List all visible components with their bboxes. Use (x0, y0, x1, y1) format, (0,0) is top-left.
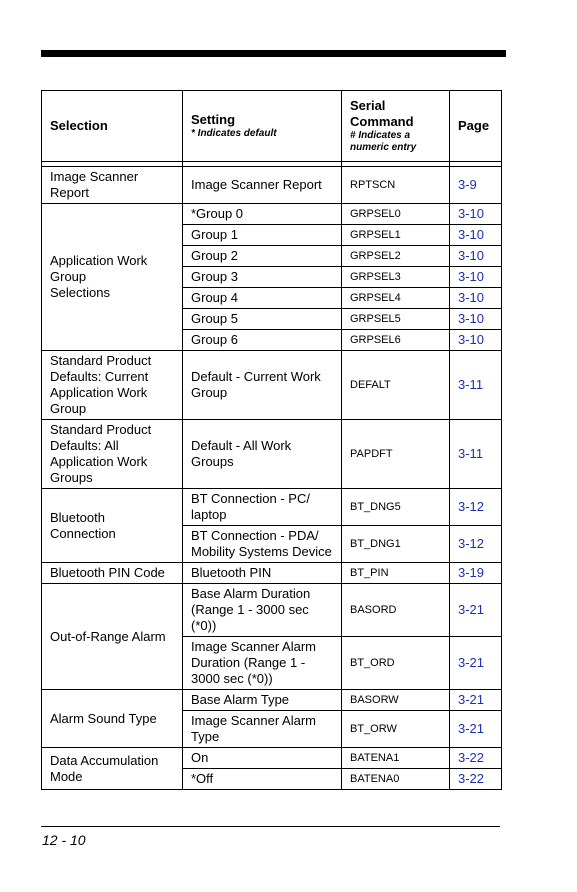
cell-line: Image Scanner Report (191, 177, 322, 192)
setting-cell (183, 690, 342, 711)
page-link[interactable]: 3-9 (450, 167, 502, 204)
cell-line: Mobility Systems Device (191, 544, 332, 559)
page-link[interactable]: 3-10 (450, 246, 502, 267)
table-row (42, 167, 502, 204)
cell-line: Standard Product (50, 422, 152, 437)
cell-line: Out-of-Range Alarm (50, 628, 166, 644)
cell-line: Group (50, 269, 87, 284)
cell-line: Group 2 (191, 248, 238, 263)
cell-line: Image Scanner Alarm (191, 639, 317, 654)
command-cell: BT_DNG5 (342, 489, 450, 526)
cell-line: *Off (191, 771, 214, 786)
cell-line: laptop (191, 507, 227, 522)
command-note-1: # Indicates a (350, 130, 411, 141)
command-cell: GRPSEL3 (342, 267, 450, 288)
cell-line: Type (191, 729, 220, 744)
header-command: Serial Command # Indicates a numeric entry (342, 91, 450, 162)
selection-cell (42, 748, 183, 790)
command-cell: GRPSEL0 (342, 204, 450, 225)
cell-line: Groups (191, 454, 234, 469)
cell-line: Default - Current Work (191, 369, 321, 384)
setting-cell (183, 167, 342, 204)
cell-line: Group 4 (191, 290, 238, 305)
command-table (41, 90, 502, 790)
cell-line: Application Work (50, 385, 148, 400)
cell-line: (Range 1 - 3000 sec (191, 602, 309, 617)
top-rule (41, 50, 506, 57)
cell-line: Defaults: Current (50, 369, 149, 384)
setting-cell (183, 420, 342, 489)
cell-line: Defaults: All (50, 438, 119, 453)
page-link[interactable]: 3-11 (450, 351, 502, 420)
setting-cell (183, 309, 342, 330)
page-link[interactable]: 3-21 (450, 690, 502, 711)
table-body (42, 167, 502, 790)
setting-cell (183, 584, 342, 637)
cell-line: Application Work (50, 253, 148, 268)
page-link[interactable]: 3-11 (450, 420, 502, 489)
command-cell: BASORW (342, 690, 450, 711)
cell-line: Group 3 (191, 269, 238, 284)
cell-line: BT Connection - PC/ (191, 491, 310, 506)
selection-cell (42, 420, 183, 489)
header-page: Page (450, 91, 502, 162)
selection-cell (42, 167, 183, 204)
page-link[interactable]: 3-22 (450, 769, 502, 790)
setting-cell (183, 225, 342, 246)
cell-line: Bluetooth PIN Code (50, 565, 165, 580)
page-link[interactable]: 3-21 (450, 637, 502, 690)
table-row (42, 489, 502, 526)
command-cell: BASORD (342, 584, 450, 637)
command-cell: GRPSEL1 (342, 225, 450, 246)
cell-line: BT Connection - PDA/ (191, 528, 319, 543)
setting-cell (183, 330, 342, 351)
command-cell: GRPSEL2 (342, 246, 450, 267)
cell-line: Selections (50, 285, 110, 300)
cell-line: Data Accumulation (50, 752, 159, 768)
setting-cell (183, 267, 342, 288)
setting-cell (183, 563, 342, 584)
cell-line: Group 6 (191, 332, 238, 347)
cell-line: Default - All Work (191, 438, 292, 453)
page-link[interactable]: 3-19 (450, 563, 502, 584)
command-cell: GRPSEL6 (342, 330, 450, 351)
cell-line: Groups (50, 470, 93, 485)
table-row (42, 420, 502, 489)
header-row (42, 91, 502, 162)
command-note-2: numeric entry (350, 142, 417, 153)
header-setting: Setting * Indicates default (183, 91, 342, 162)
setting-cell (183, 204, 342, 225)
command-cell: RPTSCN (342, 167, 450, 204)
cell-line: On (191, 750, 209, 765)
setting-cell (183, 246, 342, 267)
cell-line: Standard Product (50, 353, 152, 368)
table-row (42, 584, 502, 637)
cell-line: Connection (50, 525, 116, 541)
cell-line: Image Scanner Alarm (191, 713, 317, 728)
cell-line: Report (50, 185, 90, 200)
cell-line: Group 5 (191, 311, 238, 326)
cell-line: 3000 sec (*0)) (191, 671, 273, 686)
setting-note: * Indicates default (191, 128, 277, 139)
cell-line: Bluetooth PIN (191, 565, 272, 580)
cell-line: Group 1 (191, 227, 238, 242)
setting-cell (183, 288, 342, 309)
cell-line: Base Alarm Type (191, 692, 290, 707)
selection-cell (42, 204, 183, 351)
setting-cell (183, 637, 342, 690)
table-row (42, 563, 502, 584)
cell-line: Application Work (50, 454, 148, 469)
page-link[interactable]: 3-12 (450, 489, 502, 526)
command-cell: DEFALT (342, 351, 450, 420)
page-link[interactable]: 3-10 (450, 330, 502, 351)
page-link[interactable]: 3-10 (450, 225, 502, 246)
setting-cell (183, 769, 342, 790)
table-row (42, 351, 502, 420)
cell-line: Base Alarm Duration (191, 586, 311, 601)
command-cell: GRPSEL5 (342, 309, 450, 330)
command-cell: GRPSEL4 (342, 288, 450, 309)
table-row (42, 204, 502, 225)
command-cell: BATENA0 (342, 769, 450, 790)
command-cell: BT_PIN (342, 563, 450, 584)
page-link[interactable]: 3-22 (450, 748, 502, 769)
command-cell: BT_ORD (342, 637, 450, 690)
cell-line: Bluetooth (50, 509, 105, 525)
cell-line: Group (191, 385, 228, 400)
table-row (42, 748, 502, 769)
setting-cell (183, 526, 342, 563)
page-number: 12 - 10 (42, 832, 86, 848)
cell-line: *Group 0 (191, 206, 244, 221)
setting-cell (183, 351, 342, 420)
selection-cell (42, 690, 183, 748)
command-cell: BATENA1 (342, 748, 450, 769)
page-link[interactable]: 3-10 (450, 309, 502, 330)
cell-line: (*0)) (191, 618, 217, 633)
selection-cell (42, 489, 183, 563)
cell-line: Alarm Sound Type (50, 710, 157, 726)
setting-cell (183, 748, 342, 769)
page-link[interactable]: 3-10 (450, 204, 502, 225)
cell-line: Mode (50, 768, 83, 784)
cell-line: Group (50, 401, 87, 416)
selection-cell (42, 563, 183, 584)
page-link[interactable]: 3-12 (450, 526, 502, 563)
setting-cell (183, 711, 342, 748)
setting-cell (183, 489, 342, 526)
cell-line: Image Scanner (50, 169, 139, 184)
cell-line: Duration (Range 1 - (191, 655, 306, 670)
selection-cell (42, 584, 183, 690)
command-cell: BT_ORW (342, 711, 450, 748)
page-link[interactable]: 3-10 (450, 288, 502, 309)
page-link[interactable]: 3-21 (450, 584, 502, 637)
bottom-rule (41, 826, 500, 827)
header-selection: Selection (42, 91, 183, 162)
command-cell: PAPDFT (342, 420, 450, 489)
command-cell: BT_DNG1 (342, 526, 450, 563)
table-row (42, 690, 502, 711)
selection-cell (42, 351, 183, 420)
page-link[interactable]: 3-21 (450, 711, 502, 748)
page-link[interactable]: 3-10 (450, 267, 502, 288)
